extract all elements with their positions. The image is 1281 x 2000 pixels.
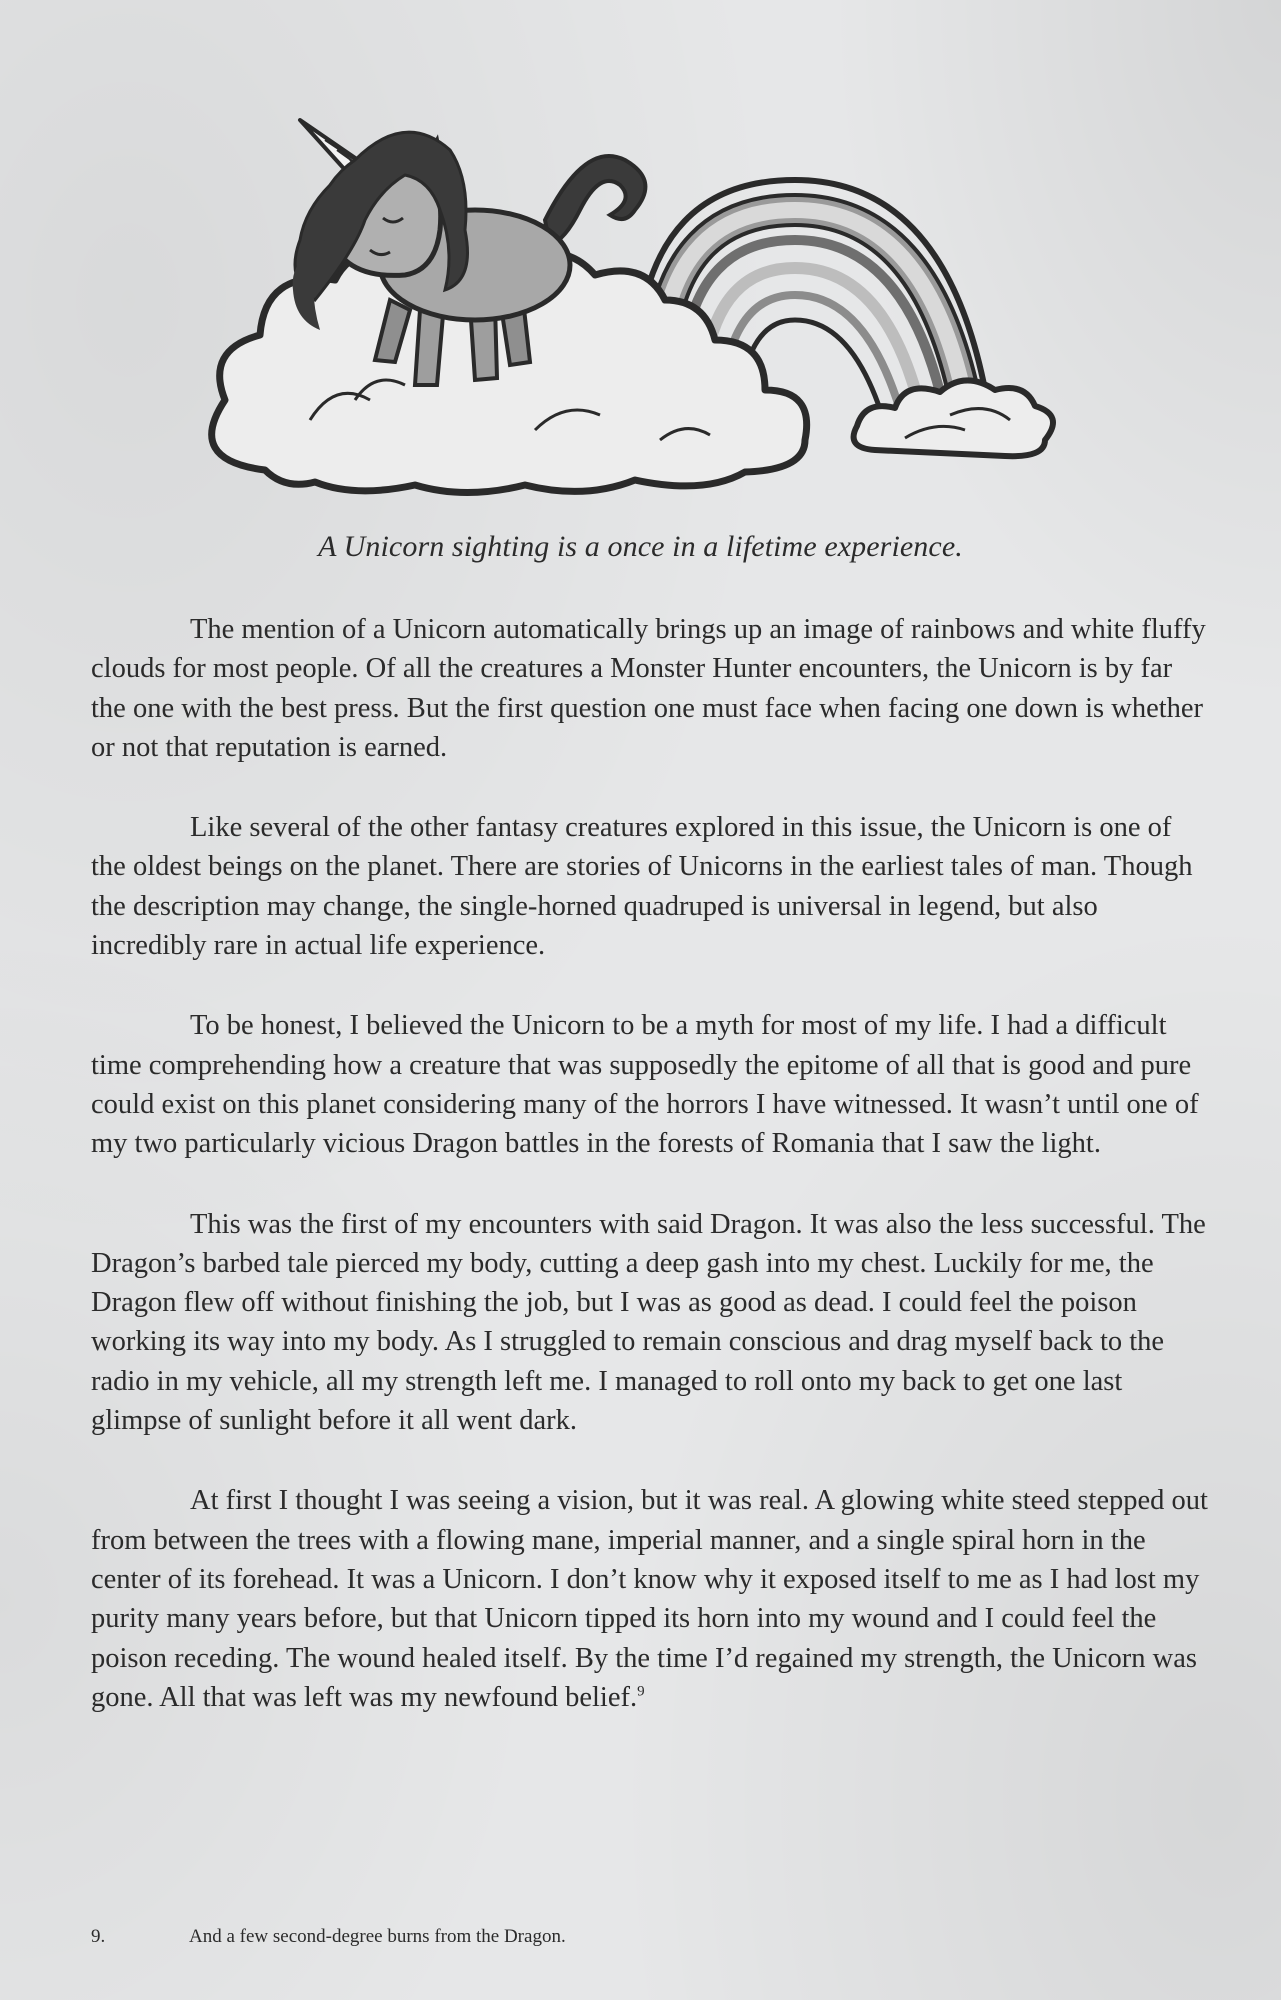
footnote-number: 9. — [91, 1926, 106, 1947]
paragraph: Like several of the other fantasy creatures explored in this issue, the Unicorn is one of the oldest beings on the planet. There are stories of Unicorns in the earliest tales of man. Though the description may change, the single-horned quadruped is universal in legend, but also incredibly rare in actual life experience. — [91, 812, 1193, 962]
footnote — [91, 1926, 1191, 1948]
footnote-text: And a few second-degree burns from the Dragon. — [189, 1926, 566, 1947]
paragraph-with-footnote — [91, 1481, 1211, 1717]
illustration-caption: A Unicorn sighting is a once in a lifetime experience. — [318, 530, 963, 563]
unicorn-on-cloud-with-rainbow-illustration — [205, 100, 1085, 510]
article-body — [91, 610, 1211, 1758]
paragraph: To be honest, I believed the Unicorn to be a myth for most of my life. I had a difficult time comprehending how a creature that was supposedly the epitome of all that is good and pure could exist on this planet considering many of the horrors I have witnessed. It wasn’t until one of my two particularly vicious Dragon battles in the forests of Romania that I saw the light. — [91, 1010, 1199, 1160]
paragraph-text: At first I thought I was seeing a vision, but it was real. A glowing white steed stepped out from between the trees with a flowing mane, imperial manner, and a single spiral horn in the center of its forehead. It was a Unicorn. I don’t know why it exposed itself to me as I had lost my purity many years before, but that Unicorn tipped its horn into my wound and I could feel the poison receding. The wound healed itself. By the time I’d regained my strength, the Unicorn was gone. All that was left was my newfound belief. — [91, 1485, 1208, 1713]
small-cloud-icon — [854, 380, 1053, 456]
footnote-marker: 9 — [637, 1683, 645, 1700]
paragraph: This was the first of my encounters with said Dragon. It was also the less successful. The Dragon’s barbed tale pierced my body, cutting a deep gash into my chest. Luckily for me, the Dragon flew off without finishing the job, but I was as good as dead. I could feel the poison working its way into my body. As I struggled to remain conscious and drag myself back to the radio in my vehicle, all my strength left me. I managed to roll onto my back to get one last glimpse of sunlight before it all went dark. — [91, 1208, 1206, 1437]
paragraph: The mention of a Unicorn automatically brings up an image of rainbows and white fluffy clouds for most people. Of all the creatures a Monster Hunter encounters, the Unicorn is by far the one with the best press. But the first question one must face when facing one down is whether or not that reputation is earned. — [91, 614, 1206, 763]
